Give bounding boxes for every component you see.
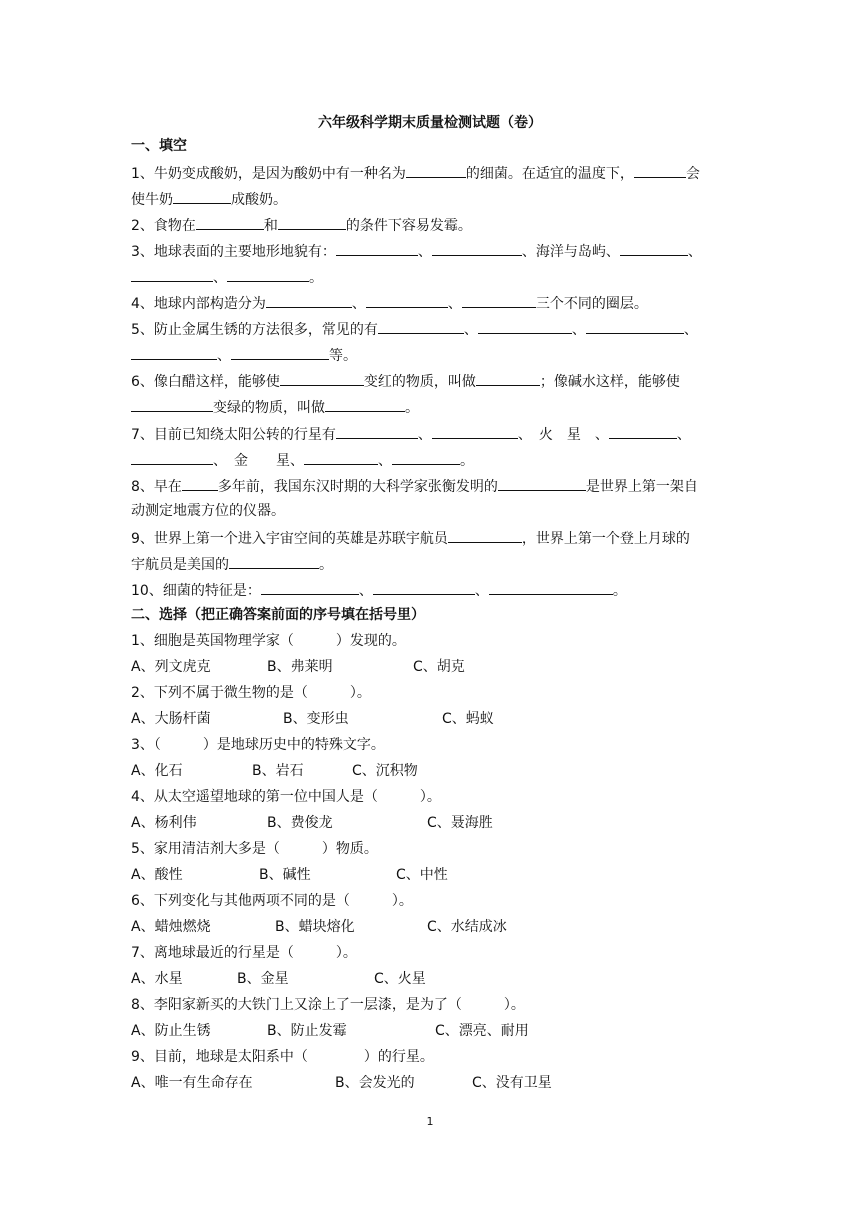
- mc-question-8: 8、李阳家新买的大铁门上又涂上了一层漆，是为了（ ）。: [131, 997, 525, 1013]
- q1-text-a: 1、牛奶变成酸奶，是因为酸奶中有一种名为: [131, 166, 406, 182]
- answer-blank[interactable]: [131, 345, 217, 360]
- option-c[interactable]: C、聂海胜: [427, 815, 493, 831]
- mc-options-2: [131, 710, 494, 728]
- option-a[interactable]: A、酸性: [131, 867, 183, 883]
- q6-text-b: 变红的物质，叫做: [363, 374, 476, 390]
- answer-blank[interactable]: [336, 241, 418, 256]
- option-b[interactable]: B、变形虫: [283, 711, 349, 727]
- mc-question-3: 3、（ ）是地球历史中的特殊文字。: [131, 737, 385, 753]
- mc-question-6: 6、下列变化与其他两项不同的是（ ）。: [131, 893, 413, 909]
- option-a[interactable]: A、蜡烛燃烧: [131, 919, 211, 935]
- separator: 、: [687, 244, 702, 260]
- mc-question-4: 4、从太空遥望地球的第一位中国人是（ ）。: [131, 789, 441, 805]
- option-c[interactable]: C、中性: [396, 867, 448, 883]
- option-a[interactable]: A、唯一有生命存在: [131, 1075, 253, 1091]
- option-a[interactable]: A、杨利伟: [131, 815, 197, 831]
- question-2: [131, 215, 472, 235]
- answer-blank[interactable]: [280, 371, 364, 386]
- q6-text-e: 。: [405, 400, 419, 416]
- q5-text-a: 5、防止金属生锈的方法很多，常见的有: [131, 322, 378, 338]
- separator: 、: [676, 427, 691, 443]
- answer-blank[interactable]: [489, 580, 613, 595]
- option-a[interactable]: A、列文虎克: [131, 659, 211, 675]
- separator: 、: [571, 322, 586, 338]
- answer-blank[interactable]: [378, 319, 464, 334]
- q3-text-b: 、海洋与岛屿、: [521, 244, 620, 260]
- answer-blank[interactable]: [131, 397, 213, 412]
- question-8-line-2: [131, 502, 285, 520]
- q7-end: 。: [460, 453, 474, 469]
- answer-blank[interactable]: [304, 450, 378, 465]
- option-b[interactable]: B、弗莱明: [267, 659, 333, 675]
- mc-options-7: [131, 970, 426, 988]
- separator: 、: [378, 453, 392, 469]
- q2-text-b: 和: [263, 218, 278, 234]
- answer-blank[interactable]: [476, 371, 540, 386]
- question-3-line-1: [131, 241, 702, 261]
- mc-options-3: [131, 762, 418, 780]
- answer-blank[interactable]: [392, 450, 460, 465]
- mc-question-2: 2、下列不属于微生物的是（ ）。: [131, 685, 371, 701]
- answer-blank[interactable]: [432, 424, 518, 439]
- answer-blank[interactable]: [231, 345, 329, 360]
- answer-blank[interactable]: [366, 293, 448, 308]
- q6-text-c: ；像碱水这样，能够使: [539, 374, 680, 390]
- page-number: 1: [426, 1115, 434, 1128]
- mc-question-9: 9、目前，地球是太阳系中（ ）的行星。: [131, 1049, 434, 1065]
- separator: 、: [683, 322, 698, 338]
- option-c[interactable]: C、胡克: [413, 659, 465, 675]
- q2-text-a: 2、食物在: [131, 218, 196, 234]
- option-b[interactable]: B、蜡块熔化: [275, 919, 355, 935]
- q1-text-d: 使牛奶: [131, 192, 173, 208]
- option-c[interactable]: C、蚂蚁: [442, 711, 494, 727]
- option-c[interactable]: C、水结成冰: [427, 919, 507, 935]
- option-b[interactable]: B、岩石: [252, 763, 304, 779]
- question-7-line-2: [131, 450, 474, 470]
- q1-text-b: 的细菌。在适宜的温度下，: [465, 166, 634, 182]
- question-5-line-2: [131, 345, 357, 365]
- question-6-line-2: [131, 397, 419, 417]
- answer-blank[interactable]: [448, 528, 522, 543]
- answer-blank[interactable]: [325, 397, 405, 412]
- section-heading-fill-in: 一、填空: [131, 138, 187, 154]
- q4-text-b: 三个不同的圈层。: [535, 296, 648, 312]
- mc-question-1: 1、细胞是英国物理学家（ ）发现的。: [131, 633, 406, 649]
- answer-blank[interactable]: [478, 319, 572, 334]
- option-a[interactable]: A、防止生锈: [131, 1023, 211, 1039]
- option-b[interactable]: B、防止发霉: [267, 1023, 347, 1039]
- separator: 、: [463, 322, 478, 338]
- option-a[interactable]: A、水星: [131, 971, 183, 987]
- separator: 、: [213, 270, 227, 286]
- q1-text-c: 会: [685, 166, 700, 182]
- separator: 、: [447, 296, 462, 312]
- question-4: [131, 293, 648, 313]
- exam-title: 六年级科学期末质量检测试题（卷）: [318, 115, 542, 131]
- q9-text-a: 9、世界上第一个进入宇宙空间的英雄是苏联宇航员: [131, 531, 448, 547]
- section-heading-multiple-choice: 二、选择（把正确答案前面的序号填在括号里）: [131, 607, 425, 623]
- answer-blank[interactable]: [261, 580, 359, 595]
- q6-text-a: 6、像白醋这样，能够使: [131, 374, 280, 390]
- mc-options-8: [131, 1022, 529, 1040]
- answer-blank[interactable]: [373, 580, 475, 595]
- answer-blank[interactable]: [609, 424, 677, 439]
- answer-blank[interactable]: [266, 293, 352, 308]
- separator: 、: [351, 296, 366, 312]
- question-6-line-1: [131, 371, 680, 391]
- q1-text-e: 成酸奶。: [231, 192, 287, 208]
- mc-question-5: 5、家用清洁剂大多是（ ）物质。: [131, 841, 378, 857]
- q8-text-a: 8、早在: [131, 479, 182, 495]
- q9-text-d: 。: [319, 557, 333, 573]
- option-b[interactable]: B、费俊龙: [267, 815, 333, 831]
- answer-blank[interactable]: [131, 450, 213, 465]
- question-1-line-1: [131, 163, 700, 183]
- answer-blank[interactable]: [182, 476, 218, 491]
- answer-blank[interactable]: [620, 241, 688, 256]
- q9-text-b: ，世界上第一个登上月球的: [521, 531, 690, 547]
- mc-options-6: [131, 918, 507, 936]
- q3-end: 。: [309, 270, 323, 286]
- q3-text-a: 3、地球表面的主要地形地貌有：: [131, 244, 336, 260]
- question-9-line-2: [131, 554, 333, 574]
- option-c[interactable]: C、漂亮、耐用: [435, 1023, 529, 1039]
- option-c[interactable]: C、没有卫星: [472, 1075, 552, 1091]
- q5-text-b: 等。: [329, 348, 357, 364]
- q9-text-c: 宇航员是美国的: [131, 557, 229, 573]
- answer-blank[interactable]: [406, 163, 466, 178]
- separator: 、: [217, 348, 231, 364]
- answer-blank[interactable]: [336, 424, 418, 439]
- option-c[interactable]: C、沉积物: [352, 763, 418, 779]
- mc-options-5: [131, 866, 448, 884]
- q8-text-b: 多年前，我国东汉时期的大科学家张衡发明的: [217, 479, 498, 495]
- question-10: [131, 580, 627, 600]
- answer-blank[interactable]: [432, 241, 522, 256]
- option-a[interactable]: A、大肠杆菌: [131, 711, 211, 727]
- q7-text-b: 、 火 星 、: [517, 427, 609, 443]
- mc-options-1: [131, 658, 465, 676]
- answer-blank[interactable]: [229, 554, 319, 569]
- answer-blank[interactable]: [196, 215, 264, 230]
- answer-blank[interactable]: [173, 189, 231, 204]
- option-a[interactable]: A、化石: [131, 763, 183, 779]
- separator: 、: [474, 583, 489, 599]
- question-7-line-1: [131, 424, 691, 444]
- question-3-line-2: [131, 267, 323, 287]
- option-b[interactable]: B、碱性: [259, 867, 311, 883]
- option-b[interactable]: B、金星: [237, 971, 289, 987]
- answer-blank[interactable]: [634, 163, 686, 178]
- option-c[interactable]: C、火星: [374, 971, 426, 987]
- answer-blank[interactable]: [227, 267, 309, 282]
- q8-text-c: 是世界上第一架自: [585, 479, 698, 495]
- q8-text-d: 动测定地震方位的仪器。: [131, 503, 285, 519]
- mc-question-7: 7、离地球最近的行星是（ ）。: [131, 945, 357, 961]
- q4-text-a: 4、地球内部构造分为: [131, 296, 266, 312]
- question-8-line-1: [131, 476, 698, 496]
- mc-options-4: [131, 814, 493, 832]
- answer-blank[interactable]: [462, 293, 536, 308]
- q6-text-d: 变绿的物质，叫做: [213, 400, 325, 416]
- separator: 、: [417, 244, 432, 260]
- q7-text-a: 7、目前已知绕太阳公转的行星有: [131, 427, 336, 443]
- answer-blank[interactable]: [278, 215, 346, 230]
- question-9-line-1: [131, 528, 690, 548]
- q10-text-a: 10、细菌的特征是：: [131, 583, 261, 599]
- q10-end: 。: [612, 583, 627, 599]
- q2-text-c: 的条件下容易发霉。: [345, 218, 472, 234]
- question-5-line-1: [131, 319, 698, 339]
- answer-blank[interactable]: [498, 476, 586, 491]
- separator: 、: [358, 583, 373, 599]
- q7-text-c: 、 金 星、: [213, 453, 304, 469]
- answer-blank[interactable]: [131, 267, 213, 282]
- question-1-line-2: [131, 189, 287, 209]
- mc-options-9: [131, 1074, 552, 1092]
- separator: 、: [417, 427, 432, 443]
- option-b[interactable]: B、会发光的: [335, 1075, 415, 1091]
- answer-blank[interactable]: [586, 319, 684, 334]
